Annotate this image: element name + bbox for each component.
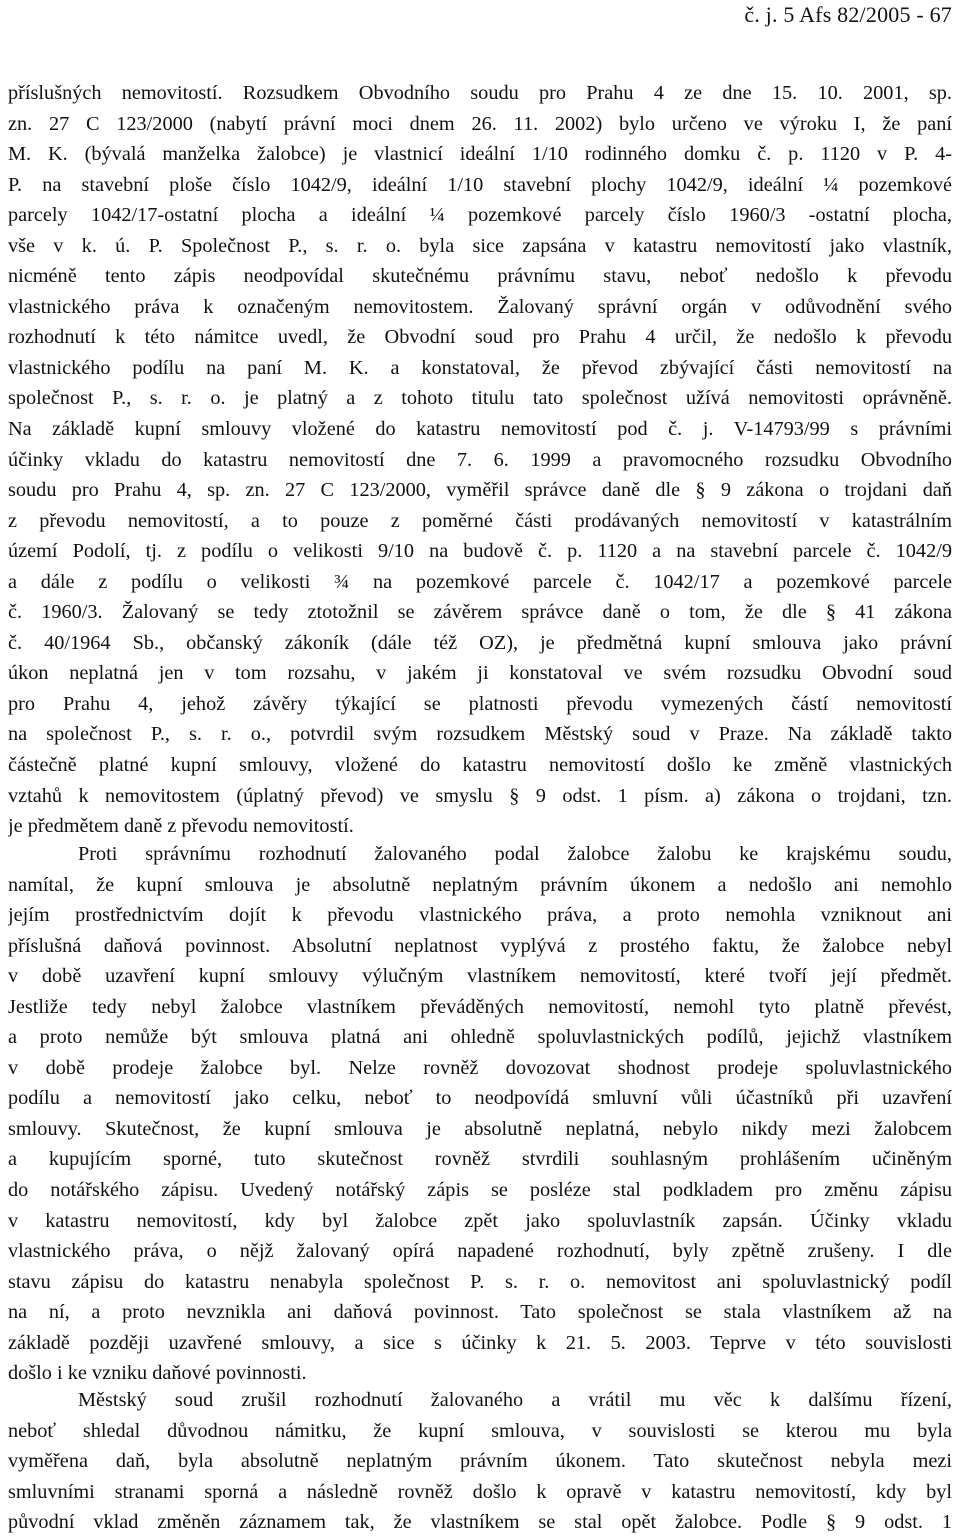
text-line: jejím prostřednictvím dojít k převodu vlastnického práva, a proto nemohla vzniknout ani	[8, 904, 952, 927]
text-line: původní vklad změněn záznamem tak, že vlastníkem se stal opět žalobce. Podle § 9 odst. 1	[8, 1511, 952, 1534]
text-line: na ní, a proto nevznikla ani daňová povinnost. Tato společnost se stala vlastníkem až na	[8, 1301, 952, 1324]
text-line: vlastnického práva, o nějž žalovaný opírá napadené rozhodnutí, byly zpětně zrušeny. I dle	[8, 1240, 952, 1263]
text-line: Jestliže tedy nebyl žalobce vlastníkem převáděných nemovitostí, nemohl tyto platně převést,	[8, 995, 952, 1018]
text-line: a dále z podílu o velikosti ¾ na pozemkové parcele č. 1042/17 a pozemkové parcele	[8, 570, 952, 593]
text-line: částečně platné kupní smlouvy, vložené do katastru nemovitostí došlo ke změně vlastnických	[8, 754, 952, 777]
text-line: došlo i ke vzniku daňové povinnosti.	[8, 1362, 307, 1385]
text-line: z převodu nemovitostí, a to pouze z poměrné části prodávaných nemovitostí v katastrálním	[8, 509, 952, 532]
paragraph-2	[8, 839, 952, 1389]
text-line: stavu zápisu do katastru nenabyla společnost P. s. r. o. nemovitost ani spoluvlastnický podíl	[8, 1270, 952, 1293]
text-line: Městský soud zrušil rozhodnutí žalovaného a vrátil mu věc k dalšímu řízení,	[78, 1389, 952, 1411]
paragraph-1	[8, 78, 952, 842]
text-line: účinky vkladu do katastru nemovitostí dne 7. 6. 1999 a pravomocného rozsudku Obvodního	[8, 448, 952, 471]
text-line: nicméně tento zápis neodpovídal skutečnému právnímu stavu, neboť nedošlo k převodu	[8, 265, 952, 288]
text-line: a proto nemůže být smlouva platná ani ohledně spoluvlastnických podílů, jejichž vlastníkem	[8, 1026, 952, 1049]
text-line: pro Prahu 4, jehož závěry týkající se platnosti převodu vymezených částí nemovitostí	[8, 692, 952, 715]
text-line: smluvními stranami sporná a následně rovněž došlo k opravě v katastru nemovitostí, kdy byl	[8, 1480, 952, 1503]
text-line: příslušná daňová povinnost. Absolutní neplatnost vyplývá z prostého faktu, že žalobce nebyl	[8, 934, 952, 957]
text-line: namítal, že kupní smlouva je absolutně neplatným právním úkonem a nedošlo ani nemohlo	[8, 873, 952, 896]
text-line: vyměřena daň, byla absolutně neplatným právním úkonem. Tato skutečnost nebyla mezi	[8, 1450, 952, 1473]
paragraph-3	[8, 1385, 952, 1538]
text-line: M. K. (bývalá manželka žalobce) je vlastnicí ideální 1/10 rodinného domku č. p. 1120 v P. 4-	[8, 143, 952, 166]
text-line: neboť shledal důvodnou námitku, že kupní smlouva, v souvislosti se kterou mu byla	[8, 1419, 952, 1442]
text-line: na společnost P., s. r. o., potvrdil svým rozsudkem Městský soud v Praze. Na základě takto	[8, 723, 952, 746]
text-line: a kupujícím sporné, tuto skutečnost rovněž stvrdili souhlasným prohlášením učiněným	[8, 1148, 952, 1171]
text-line: v době prodeje žalobce byl. Nelze rovněž dovozovat shodnost prodeje spoluvlastnického	[8, 1056, 952, 1079]
text-line: v době uzavření kupní smlouvy výlučným vlastníkem nemovitostí, které tvoří její předmět.	[8, 965, 952, 988]
text-line: smlouvy. Skutečnost, že kupní smlouva je absolutně neplatná, nebylo nikdy mezi žalobcem	[8, 1117, 952, 1140]
text-line: základě později uzavřené smlouvy, a sice s účinky k 21. 5. 2003. Teprve v této souvislosti	[8, 1331, 952, 1354]
text-line: do notářského zápisu. Uvedený notářský zápis se posléze stal podkladem pro změnu zápisu	[8, 1179, 952, 1202]
text-line: rozhodnutí k této námitce uvedl, že Obvodní soud pro Prahu 4 určil, že nedošlo k převodu	[8, 326, 952, 349]
text-line: vlastnického práva k označeným nemovitostem. Žalovaný správní orgán v odůvodnění svého	[8, 295, 952, 318]
text-line: je předmětem daně z převodu nemovitostí.	[8, 815, 354, 838]
text-line: úkon neplatná jen v tom rozsahu, v jakém ji konstatoval ve svém rozsudku Obvodní soud	[8, 662, 952, 685]
text-line: společnost P., s. r. o. je platný a z tohoto titulu tato společnost užívá nemovitosti oprávněně.	[8, 387, 952, 410]
text-line: Proti správnímu rozhodnutí žalovaného podal žalobce žalobu ke krajskému soudu,	[78, 843, 952, 865]
text-line: vztahů k nemovitostem (úplatný převod) ve smyslu § 9 odst. 1 písm. a) zákona o trojdani, tzn.	[8, 784, 952, 807]
text-line: Na základě kupní smlouvy vložené do katastru nemovitostí pod č. j. V-14793/99 s právními	[8, 418, 952, 441]
text-line: soudu pro Prahu 4, sp. zn. 27 C 123/2000, vyměřil správce daně dle § 9 zákona o trojdani daň	[8, 479, 952, 502]
text-line: č. 40/1964 Sb., občanský zákoník (dále též OZ), je předmětná kupní smlouva jako právní	[8, 631, 952, 654]
text-line: zn. 27 C 123/2000 (nabytí právní moci dnem 26. 11. 2002) bylo určeno ve výroku I, že paní	[8, 112, 952, 135]
text-line: vlastnického podílu na paní M. K. a konstatoval, že převod zbývající části nemovitostí na	[8, 356, 952, 379]
text-line: parcely 1042/17-ostatní plocha a ideální ¼ pozemkové parcely číslo 1960/3 -ostatní plocha,	[8, 204, 952, 227]
text-line: č. 1960/3. Žalovaný se tedy ztotožnil se závěrem správce daně o tom, že dle § 41 zákona	[8, 601, 952, 624]
text-line: P. na stavební ploše číslo 1042/9, ideální 1/10 stavební plochy 1042/9, ideální ¼ pozemkové	[8, 173, 952, 196]
text-line: vše v k. ú. P. Společnost P., s. r. o. byla sice zapsána v katastru nemovitostí jako vlastník,	[8, 234, 952, 257]
text-line: podílu a nemovitostí jako celku, neboť to neodpovídá smluvní vůli účastníků při uzavření	[8, 1087, 952, 1110]
case-number-header: č. j. 5 Afs 82/2005 - 67	[744, 2, 952, 27]
text-line: území Podolí, tj. z podílu o velikosti 9/10 na budově č. p. 1120 a na stavební parcele č. 1042/9	[8, 540, 952, 563]
text-line: v katastru nemovitostí, kdy byl žalobce zpět jako spoluvlastník zapsán. Účinky vkladu	[8, 1209, 952, 1232]
text-line: příslušných nemovitostí. Rozsudkem Obvodního soudu pro Prahu 4 ze dne 15. 10. 2001, sp.	[8, 82, 952, 104]
